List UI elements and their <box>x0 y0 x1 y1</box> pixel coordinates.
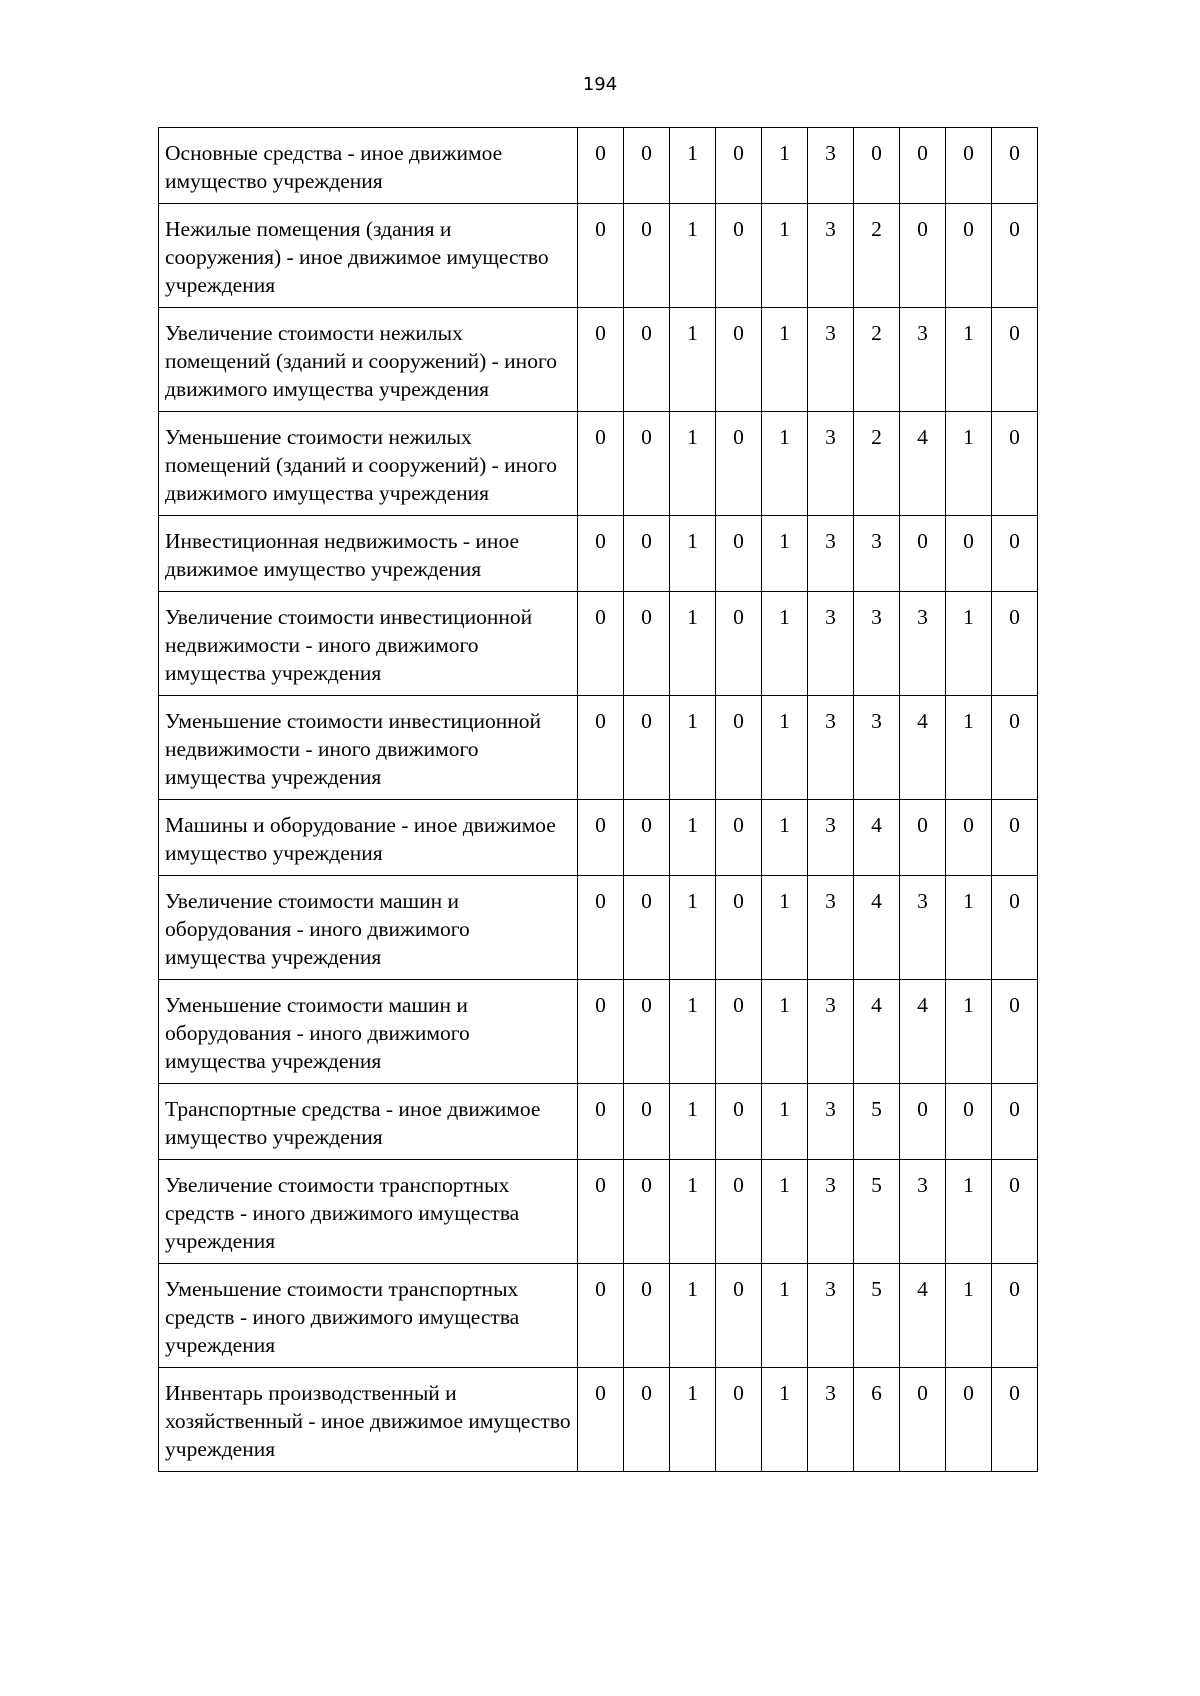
code-digit-cell: 0 <box>716 980 762 1084</box>
code-digit-cell: 0 <box>992 800 1038 876</box>
code-digit-cell: 0 <box>900 516 946 592</box>
code-digit-cell: 3 <box>854 696 900 800</box>
code-digit-cell: 1 <box>670 980 716 1084</box>
table-row <box>159 980 1038 1084</box>
code-digit-cell: 1 <box>762 1160 808 1264</box>
code-digit-cell: 3 <box>808 128 854 204</box>
code-digit-cell: 3 <box>854 592 900 696</box>
account-name-cell: Машины и оборудование - иное движимое имущество учреждения <box>159 800 578 876</box>
code-digit-cell: 1 <box>670 308 716 412</box>
code-digit-cell: 0 <box>624 412 670 516</box>
code-digit-cell: 0 <box>716 1160 762 1264</box>
table-row <box>159 800 1038 876</box>
code-digit-cell: 0 <box>578 412 624 516</box>
code-digit-cell: 0 <box>716 876 762 980</box>
account-name-cell: Увеличение стоимости транспортных средств - иного движимого имущества учреждения <box>159 1160 578 1264</box>
code-digit-cell: 3 <box>900 308 946 412</box>
code-digit-cell: 3 <box>808 980 854 1084</box>
code-digit-cell: 0 <box>578 980 624 1084</box>
code-digit-cell: 3 <box>808 1084 854 1160</box>
code-digit-cell: 0 <box>992 204 1038 308</box>
code-digit-cell: 0 <box>716 204 762 308</box>
account-name-cell: Увеличение стоимости нежилых помещений (зданий и сооружений) - иного движимого имущества учреждения <box>159 308 578 412</box>
code-digit-cell: 3 <box>808 876 854 980</box>
code-digit-cell: 1 <box>762 308 808 412</box>
code-digit-cell: 1 <box>762 128 808 204</box>
table-row <box>159 696 1038 800</box>
code-digit-cell: 3 <box>808 204 854 308</box>
table-row <box>159 412 1038 516</box>
code-digit-cell: 0 <box>578 204 624 308</box>
code-digit-cell: 3 <box>808 412 854 516</box>
code-digit-cell: 0 <box>900 1084 946 1160</box>
code-digit-cell: 1 <box>670 696 716 800</box>
code-digit-cell: 0 <box>624 516 670 592</box>
code-digit-cell: 0 <box>716 800 762 876</box>
account-name-cell: Инвентарь производственный и хозяйственный - иное движимое имущество учреждения <box>159 1368 578 1472</box>
code-digit-cell: 1 <box>670 800 716 876</box>
code-digit-cell: 0 <box>992 516 1038 592</box>
table-row <box>159 1264 1038 1368</box>
code-digit-cell: 0 <box>624 204 670 308</box>
code-digit-cell: 0 <box>624 696 670 800</box>
code-digit-cell: 0 <box>992 308 1038 412</box>
code-digit-cell: 1 <box>946 876 992 980</box>
account-codes-table <box>158 127 1038 1472</box>
code-digit-cell: 0 <box>624 308 670 412</box>
code-digit-cell: 1 <box>762 412 808 516</box>
code-digit-cell: 0 <box>946 800 992 876</box>
code-digit-cell: 1 <box>762 592 808 696</box>
code-digit-cell: 1 <box>670 204 716 308</box>
code-digit-cell: 1 <box>762 800 808 876</box>
table-row <box>159 1160 1038 1264</box>
code-digit-cell: 1 <box>670 592 716 696</box>
code-digit-cell: 0 <box>624 1264 670 1368</box>
code-digit-cell: 1 <box>670 128 716 204</box>
code-digit-cell: 1 <box>946 1264 992 1368</box>
code-digit-cell: 0 <box>578 876 624 980</box>
code-digit-cell: 0 <box>578 128 624 204</box>
code-digit-cell: 0 <box>578 1084 624 1160</box>
code-digit-cell: 4 <box>900 696 946 800</box>
code-digit-cell: 1 <box>762 876 808 980</box>
table-row <box>159 592 1038 696</box>
page-number: 194 <box>582 74 618 95</box>
code-digit-cell: 3 <box>900 1160 946 1264</box>
code-digit-cell: 3 <box>808 1264 854 1368</box>
code-digit-cell: 1 <box>670 516 716 592</box>
code-digit-cell: 1 <box>670 876 716 980</box>
code-digit-cell: 0 <box>992 980 1038 1084</box>
code-digit-cell: 1 <box>762 516 808 592</box>
table-row <box>159 308 1038 412</box>
code-digit-cell: 1 <box>762 696 808 800</box>
code-digit-cell: 0 <box>900 1368 946 1472</box>
code-digit-cell: 0 <box>992 128 1038 204</box>
code-digit-cell: 3 <box>808 696 854 800</box>
code-digit-cell: 0 <box>624 128 670 204</box>
code-digit-cell: 0 <box>624 592 670 696</box>
code-digit-cell: 1 <box>946 980 992 1084</box>
code-digit-cell: 0 <box>716 128 762 204</box>
table-row <box>159 1368 1038 1472</box>
code-digit-cell: 0 <box>578 308 624 412</box>
code-digit-cell: 0 <box>578 696 624 800</box>
code-digit-cell: 0 <box>992 1368 1038 1472</box>
code-digit-cell: 0 <box>716 412 762 516</box>
table-body <box>159 128 1038 1472</box>
code-digit-cell: 0 <box>624 1084 670 1160</box>
code-digit-cell: 5 <box>854 1160 900 1264</box>
code-digit-cell: 0 <box>624 876 670 980</box>
code-digit-cell: 3 <box>808 1160 854 1264</box>
table-row <box>159 128 1038 204</box>
code-digit-cell: 4 <box>854 980 900 1084</box>
code-digit-cell: 0 <box>578 800 624 876</box>
code-digit-cell: 0 <box>900 204 946 308</box>
code-digit-cell: 3 <box>808 592 854 696</box>
account-name-cell: Нежилые помещения (здания и сооружения) - иное движимое имущество учреждения <box>159 204 578 308</box>
code-digit-cell: 1 <box>946 412 992 516</box>
code-digit-cell: 0 <box>992 592 1038 696</box>
account-name-cell: Уменьшение стоимости транспортных средств - иного движимого имущества учреждения <box>159 1264 578 1368</box>
account-name-cell: Уменьшение стоимости инвестиционной недвижимости - иного движимого имущества учреждения <box>159 696 578 800</box>
code-digit-cell: 0 <box>946 1368 992 1472</box>
account-name-cell: Увеличение стоимости инвестиционной недвижимости - иного движимого имущества учреждения <box>159 592 578 696</box>
account-name-cell: Уменьшение стоимости машин и оборудования - иного движимого имущества учреждения <box>159 980 578 1084</box>
code-digit-cell: 0 <box>578 1160 624 1264</box>
code-digit-cell: 1 <box>670 1264 716 1368</box>
code-digit-cell: 0 <box>716 1084 762 1160</box>
code-digit-cell: 5 <box>854 1084 900 1160</box>
code-digit-cell: 2 <box>854 204 900 308</box>
code-digit-cell: 0 <box>992 412 1038 516</box>
code-digit-cell: 0 <box>716 516 762 592</box>
account-name-cell: Транспортные средства - иное движимое имущество учреждения <box>159 1084 578 1160</box>
code-digit-cell: 0 <box>854 128 900 204</box>
account-name-cell: Основные средства - иное движимое имущество учреждения <box>159 128 578 204</box>
table-row <box>159 1084 1038 1160</box>
code-digit-cell: 0 <box>946 204 992 308</box>
code-digit-cell: 1 <box>670 412 716 516</box>
code-digit-cell: 0 <box>624 800 670 876</box>
code-digit-cell: 4 <box>900 1264 946 1368</box>
code-digit-cell: 1 <box>762 204 808 308</box>
code-digit-cell: 0 <box>716 1264 762 1368</box>
code-digit-cell: 3 <box>808 800 854 876</box>
code-digit-cell: 4 <box>854 876 900 980</box>
code-digit-cell: 1 <box>762 980 808 1084</box>
code-digit-cell: 3 <box>808 1368 854 1472</box>
code-digit-cell: 1 <box>946 308 992 412</box>
code-digit-cell: 6 <box>854 1368 900 1472</box>
code-digit-cell: 1 <box>670 1368 716 1472</box>
account-name-cell: Инвестиционная недвижимость - иное движимое имущество учреждения <box>159 516 578 592</box>
code-digit-cell: 0 <box>578 592 624 696</box>
code-digit-cell: 1 <box>762 1368 808 1472</box>
code-digit-cell: 1 <box>762 1084 808 1160</box>
code-digit-cell: 3 <box>808 516 854 592</box>
code-digit-cell: 1 <box>670 1160 716 1264</box>
code-digit-cell: 0 <box>624 980 670 1084</box>
code-digit-cell: 0 <box>992 696 1038 800</box>
code-digit-cell: 1 <box>670 1084 716 1160</box>
code-digit-cell: 5 <box>854 1264 900 1368</box>
code-digit-cell: 2 <box>854 412 900 516</box>
account-name-cell: Уменьшение стоимости нежилых помещений (зданий и сооружений) - иного движимого имущества учреждения <box>159 412 578 516</box>
account-name-cell: Увеличение стоимости машин и оборудования - иного движимого имущества учреждения <box>159 876 578 980</box>
code-digit-cell: 4 <box>900 980 946 1084</box>
code-digit-cell: 3 <box>900 592 946 696</box>
code-digit-cell: 0 <box>992 876 1038 980</box>
code-digit-cell: 0 <box>716 696 762 800</box>
code-digit-cell: 0 <box>900 800 946 876</box>
code-digit-cell: 0 <box>946 128 992 204</box>
code-digit-cell: 0 <box>624 1160 670 1264</box>
code-digit-cell: 0 <box>578 516 624 592</box>
table-row <box>159 516 1038 592</box>
code-digit-cell: 0 <box>992 1264 1038 1368</box>
code-digit-cell: 1 <box>946 696 992 800</box>
code-digit-cell: 1 <box>946 592 992 696</box>
code-digit-cell: 0 <box>578 1264 624 1368</box>
code-digit-cell: 3 <box>854 516 900 592</box>
code-digit-cell: 0 <box>716 308 762 412</box>
code-digit-cell: 0 <box>716 1368 762 1472</box>
code-digit-cell: 0 <box>992 1160 1038 1264</box>
code-digit-cell: 4 <box>900 412 946 516</box>
table-row <box>159 876 1038 980</box>
code-digit-cell: 3 <box>808 308 854 412</box>
code-digit-cell: 3 <box>900 876 946 980</box>
code-digit-cell: 0 <box>900 128 946 204</box>
code-digit-cell: 1 <box>762 1264 808 1368</box>
code-digit-cell: 0 <box>992 1084 1038 1160</box>
code-digit-cell: 1 <box>946 1160 992 1264</box>
code-digit-cell: 0 <box>716 592 762 696</box>
code-digit-cell: 0 <box>578 1368 624 1472</box>
table-row <box>159 204 1038 308</box>
code-digit-cell: 0 <box>946 516 992 592</box>
code-digit-cell: 0 <box>946 1084 992 1160</box>
code-digit-cell: 4 <box>854 800 900 876</box>
code-digit-cell: 2 <box>854 308 900 412</box>
code-digit-cell: 0 <box>624 1368 670 1472</box>
